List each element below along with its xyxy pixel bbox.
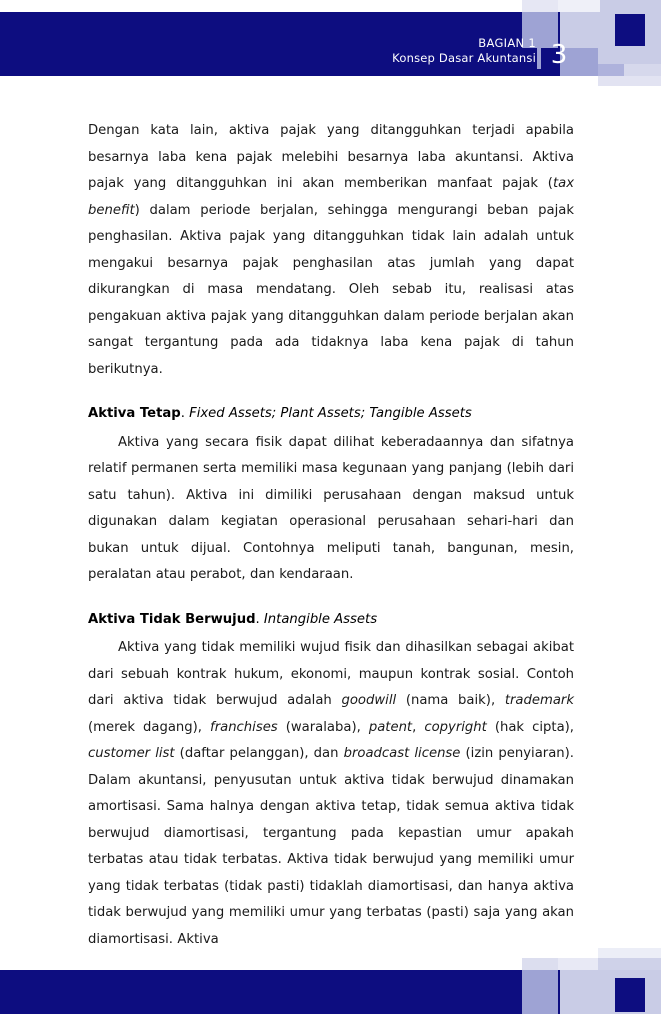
term-franchises: franchises: [210, 719, 278, 735]
paragraph-3-part-h: (izin penyiaran). Dalam akuntansi, penyusutan untuk aktiva tidak berwujud dinamakan amortisasi. Sama halnya dengan aktiva tetap, tidak semua aktiva tidak berwujud diamortisasi, tergantung pada kepastian umur apakah terbatas atau tidak terbatas. Aktiva tidak berwujud yang memiliki umur yang tidak terbatas (tidak pasti) tidaklah diamortisasi, dan hanya aktiva tidak berwujud yang memiliki umur yang terbatas (pasti) saja yang akan diamortisasi. Aktiva: [88, 746, 574, 947]
paragraph-deferred-tax: [88, 118, 574, 383]
footer-deco-square-c: [598, 958, 661, 970]
footer-navy-bar: [0, 970, 596, 1014]
paragraph-3-part-g: (daftar pelanggan), dan: [174, 746, 344, 761]
footer-deco-square-d: [522, 970, 558, 1014]
header-deco-square-top-1: [522, 0, 558, 12]
header-divider: [537, 42, 541, 69]
header-part-label: BAGIAN 1: [478, 36, 536, 50]
term-broadcast-license: broadcast license: [343, 746, 461, 761]
paragraph-3-part-e: ,: [412, 719, 425, 735]
term-trademark: trademark: [504, 693, 574, 708]
paragraph-3-part-f: (hak cipta),: [486, 719, 574, 735]
footer-deco-square-b: [558, 958, 600, 970]
paragraph-3-part-c: (merek dagang),: [88, 719, 211, 735]
term-customer-list: customer list: [88, 746, 175, 761]
term-tax-benefit: tax benefit: [88, 176, 574, 218]
header-deco-square-f: [598, 76, 661, 86]
header-chapter-title: Konsep Dasar Akuntansi: [392, 50, 536, 65]
header-title-block: [392, 36, 536, 65]
paragraph-3-part-d: (waralaba),: [277, 719, 369, 735]
heading-aktiva-tetap-english: Fixed Assets; Plant Assets; Tangible Assets: [189, 406, 472, 421]
heading-aktiva-tetap-sep: .: [180, 406, 190, 421]
footer-deco-square-e: [560, 970, 598, 1014]
header-deco-square-top-3: [600, 0, 661, 12]
footer-deco-square-top-1: [598, 948, 661, 958]
footer-deco-square-a: [522, 958, 558, 970]
header-deco-square-top-2: [558, 0, 600, 12]
page-content: [88, 118, 574, 953]
paragraph-1-part-1: Dengan kata lain, aktiva pajak yang ditangguhkan terjadi apabila besarnya laba kena pajak melebihi besarnya laba akuntansi. Aktiva pajak yang ditangguhkan ini akan memberikan manfaat pajak (: [88, 123, 574, 191]
footer-deco-square-navy: [615, 978, 645, 1012]
paragraph-fixed-assets: Aktiva yang secara fisik dapat dilihat keberadaannya dan sifatnya relatif permanen serta memiliki masa kegunaan yang panjang (lebih dari satu tahun). Aktiva ini dimiliki perusahaan dengan maksud untuk digunakan dalam kegiatan operasional perusahaan sehari-hari dan bukan untuk dijual. Contohnya meliputi tanah, bangunan, mesin, peralatan atau perabot, dan kendaraan.: [88, 434, 574, 582]
header-deco-square-navy: [615, 14, 645, 46]
page-footer: [0, 940, 661, 1014]
heading-aktiva-tidak-berwujud-label: Aktiva Tidak Berwujud: [88, 611, 256, 627]
term-patent: patent: [368, 719, 413, 735]
term-goodwill: goodwill: [341, 693, 397, 708]
heading-aktiva-tetap-label: Aktiva Tetap: [88, 406, 181, 421]
heading-aktiva-tidak-berwujud-sep: .: [255, 611, 264, 627]
term-copyright: copyright: [424, 719, 487, 735]
paragraph-3-part-b: (nama baik),: [396, 693, 505, 708]
page-number: 3: [550, 40, 568, 70]
page-header: [0, 0, 661, 95]
paragraph-3-part-a: Aktiva yang tidak memiliki wujud fisik dan dihasilkan sebagai akibat dari sebuah kontrak hukum, ekonomi, maupun kontrak sosial. Contoh dari aktiva tidak berwujud adalah: [88, 640, 574, 708]
paragraph-intangible-assets: [88, 635, 574, 953]
header-deco-square-d: [598, 64, 624, 76]
header-deco-square-e: [624, 64, 661, 76]
heading-aktiva-tetap: [88, 401, 574, 428]
heading-aktiva-tidak-berwujud: [88, 607, 574, 634]
paragraph-1-part-2: ) dalam periode berjalan, sehingga mengurangi beban pajak penghasilan. Aktiva pajak yang ditangguhkan tidak lain adalah untuk mengakui besarnya pajak penghasilan atas jumlah yang dapat dikurangkan di masa mendatang. Oleh sebab itu, realisasi atas pengakuan aktiva pajak yang ditangguhkan dalam periode berjalan akan sangat tergantung pada ada tidaknya laba kena pajak di tahun berikutnya.: [88, 202, 574, 377]
heading-aktiva-tidak-berwujud-english: Intangible Assets: [263, 611, 378, 627]
